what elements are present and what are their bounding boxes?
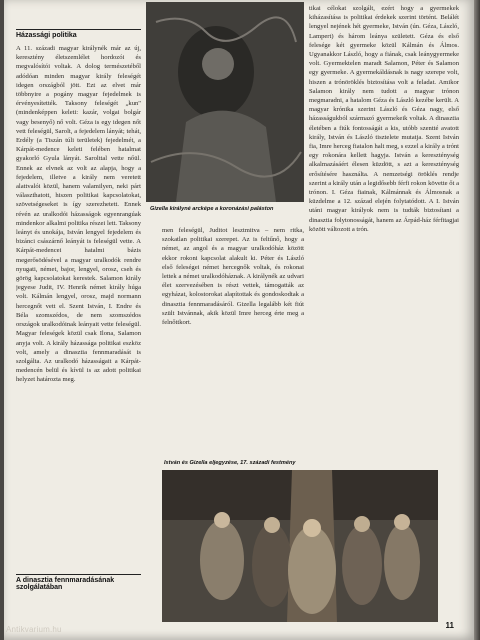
column-3-text: tikai célokat szolgált, ezért hogy a gyermekek kiházasítása is politikai érdekek szerint történt. Belálét lengyel nejének hét gyermeke, István (ún. Géza, László, Lampert) és három leánya született. Géza és első felesége két gyermeke közül Kálmán és Álmos. Ugyanakkor László, hogy a fiának, csak leánygyermeke volt. Gyermektelen maradt Salamon, Péter és Salamon egy gyermeke. A gyermekáldásnak is nagy szerepe volt, hiszen a trónöröklés biztosítása volt a feladat. Amikor Salamon király nem tudott a magyar trónon megmaradni, a hatalom Géza és László kezébe került. A magyar krónika szerint László és Géza nagy, első házasságukból származó gyermekeik voltak. A dinasztia életében a fiúk fontosságát a kis, utóbb szentté avatott király, István és László tisztelete mutatja. Szent István fia, Imre herceg fiatalon halt meg, s ezzel a király a trónt egy rokonára kellett hagyja. István a kereszténység alkalmazásáért élesen küzdött, s azt a kereszténység erősítésére használta. A nemzetségi öröklés rendje szerint a király után a legidősebb férfi rokon követte őt a trónon. I. Géza fiainak, Kálmánnak és Álmosnak a küzdelme a 12. század elején folytatódott. A I. István utáni magyar királyok nem is tudták biztosítani a dinasztia folytonosságát, hanem az Árpád-ház férfitagjai között változott a trón. <box>309 5 459 233</box>
book-page <box>4 0 474 640</box>
page-number: 11 <box>445 621 454 630</box>
section-heading-marriage-politics: Házassági politika <box>16 29 141 39</box>
painting-caption: István és Gizella eljegyzése, 17. századi festmény <box>164 460 296 466</box>
text-column-3 <box>309 4 459 622</box>
section-heading-dynasty: A dinasztia fennmaradásának szolgálatában <box>16 574 141 591</box>
photo-caption-1: Gizella királyné arcképe a koronázási paláston <box>150 206 274 212</box>
watermark: Antikvarium.hu <box>6 625 62 634</box>
coronation-mantle-photo <box>146 2 304 202</box>
text-column-1 <box>16 44 141 604</box>
text-column-2 <box>162 226 304 456</box>
page-edge-shadow <box>474 0 480 640</box>
column-2-text: men feleségül, Juditot lesztmitva – nem ritka, szokatlan politikai szerepet. Az is feltűnő, hogy a német, az angol és a magyar uralkodóház között ekkor rokoni kapcsolat alakult ki. Péter és László első feleségei német hercegnők voltak, és rokonai lettek a német uralkodóháznak. A királynék az udvari élet szervezésében is részt vettek, támogatták az egyházat, kolostorokat alapítottak és gondoskodtak a dinasztia fennmaradásáról. Gizella legalább két fiút szült Istvánnak, akik közül Imre herceg érte meg a felnőttkort. <box>162 227 304 327</box>
column-1-text: A 11. századi magyar királynék már az új, keresztény életszemlélet hordozói és megvalósítói voltak. A dolog természetéből adódóan minden magyar király feleségét idegen országból jött. Ezt az elvet már többnyire a pogány magyar fejedelmek is érvényesítették. Taksony feleségét „kun" (mindenképpen keleti: kazár, volgai bolgár vagy besenyő) nő volt. Géza is egy idegen nőt vett feleségül, Sarolt, a fejedelem lányát; tehát, Erdély (a Tiszán túli területek) fejedelmét, a Kárpát-medence keleti felében hatalmat gyakorló Gyula lányát. Sarolttal vette nőül. Ennek az elvnek az volt az alapja, hogy a fejedelem, illetve a király nem veretett alattvalói közül, hanem valamilyen, neki párt választhatott, hiszen politikai kapcsolatokat, szövetségeseket is így szerezhetett. Ennek révén az uralkodói házasságok egyenrangúak mindenkor alkalmi politika részei lett. Taksony leányt és unokája, István lengyel fejedelem és bizánci császárnő leányát is feleségül vette. A Kárpát-medencei hatalmi bázis megerősödésével a magyar uralkodók rendre nyugati, német, bajor, lengyel, orosz, cseh és görög kapcsolatokat kerestek. Salamon király jegyese Judit, IV. Henrik német király húga volt. Kálmán lengyel, orosz, majd normann hercegnőt vett el. Szent István, I. Endre és Béla szomszédos, de nem szomszédos országok uralkodóinak leányait vette feleségül. Magyar feleségek közül csak Ilona, Salamon anyja volt. A király házassága politikai eszköz volt, amely a dinasztia fennmaradását is szolgálta. Az uralkodó házasságait a Kárpát-medencén belül és kívül is az adott politikai helyzet határozta meg. <box>16 45 141 384</box>
